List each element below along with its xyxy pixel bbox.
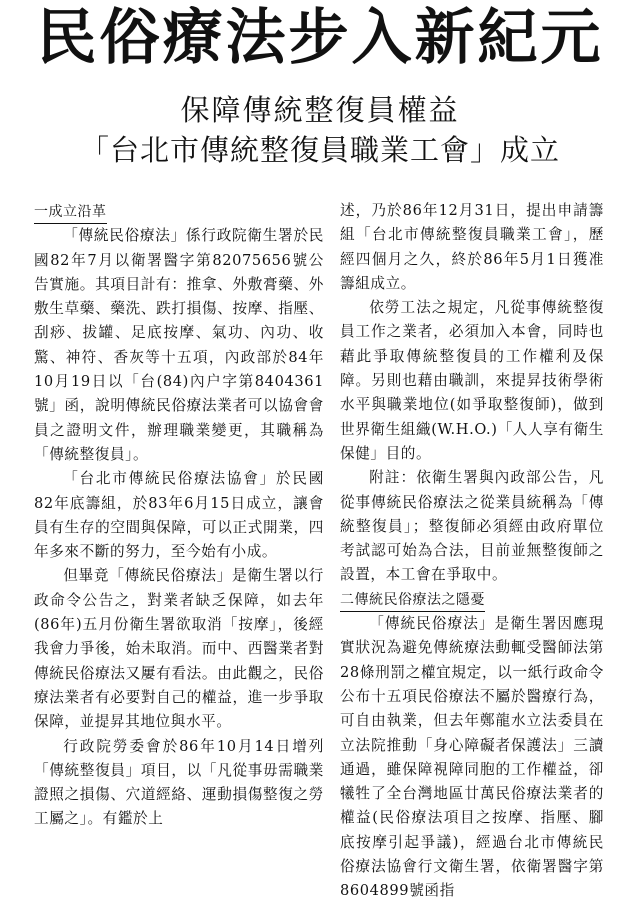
paragraph: 附註：依衛生署與內政部公告，凡從事傳統民俗療法之從業員統稱為「傳統整復員」；整復師必須經由政府單位考試認可始為合法，目前並無整復師之設置，本工會在爭取中。 [340, 469, 604, 584]
paragraph: 「台北市傳統民俗療法協會」於民國82年底籌組，於83年6月15日成立，讓會員有生存的空間與保障，可以正式開業，四年多來不斷的努力，至今始有小成。 [34, 470, 324, 561]
right-column [340, 199, 604, 904]
subtitle-line-1: 保障傳統整復員權益 [180, 93, 460, 127]
paragraph: 行政院勞委會於86年10月14日增列「傳統整復員」項目，以「凡從事毋需職業證照之損傷、穴道經絡、運動損傷整復之勞工屬之」。有鑑於上 [34, 737, 324, 828]
paragraph: 述，乃於86年12月31日，提出申請籌組「台北市傳統整復員職業工會」，歷經四個月之久，終於86年5月1日獲准籌組成立。 [340, 202, 604, 292]
left-column [34, 200, 324, 832]
paragraph: 「傳統民俗療法」係行政院衛生署於民國82年7月以衛署醫字第82075656號公告實施。其項目計有：推拿、外敷膏藥、外敷生草藥、藥洗、跌打損傷、按摩、指壓、刮痧、拔罐、足底按摩、氣功、內功、收驚、神符、香灰等十五項，內政部於84年10月19日以「台(84)內户字第8404361號」函，說明傳統民俗療法業者可以協會會員之證明文件，辦理職業變更，其職稱為「傳統整復員」。 [34, 227, 324, 463]
section-heading-history: 一成立沿革 [34, 201, 107, 224]
paragraph: 「傳統民俗療法」是衛生署因應現實狀況為避免傳統療法動輒受醫師法第28條刑罰之權宜規定，以一紙行政命令公布十五項民俗療法不屬於醫療行為，可自由執業，但去年鄭龍水立法委員在立法院推動「身心障礙者保護法」三讀通過，雖保障視障同胞的工作權益，卻犧牲了全台灣地區廿萬民俗療法業者的權益(民俗療法項目之按摩、指壓、腳底按摩引起爭議)，經過台北市傳統民俗療法協會行文衛生署，依衛署醫字第8604899號函指 [340, 615, 604, 900]
page-title: 民俗療法步入新紀元 [36, 3, 604, 73]
paragraph: 但畢竟「傳統民俗療法」是衛生署以行政命令公告之，對業者缺乏保障，如去年(86年)五月份衛生署欲取消「按摩」，後經我會力爭後，始未取消。而中、西醫業者對傳統民俗療法又屢有看法。由此觀之，民俗療法業者有必要對自己的權益，進一步爭取保障，並提昇其地位與水平。 [34, 567, 324, 731]
subtitle-line-2: 「台北市傳統整復員職業工會」成立 [79, 133, 560, 167]
section-heading-concerns: 二傳統民俗療法之隱憂 [340, 589, 485, 612]
paragraph: 依勞工法之規定，凡從事傳統整復員工作之業者，必須加入本會，同時也藉此爭取傳統整復員的工作權利及保障。另則也藉由職訓，來提昇技術學術水平與職業地位(如爭取整復師)，做到世界衛生組織(W.H.O.)「人人享有衛生保健」目的。 [340, 299, 604, 462]
